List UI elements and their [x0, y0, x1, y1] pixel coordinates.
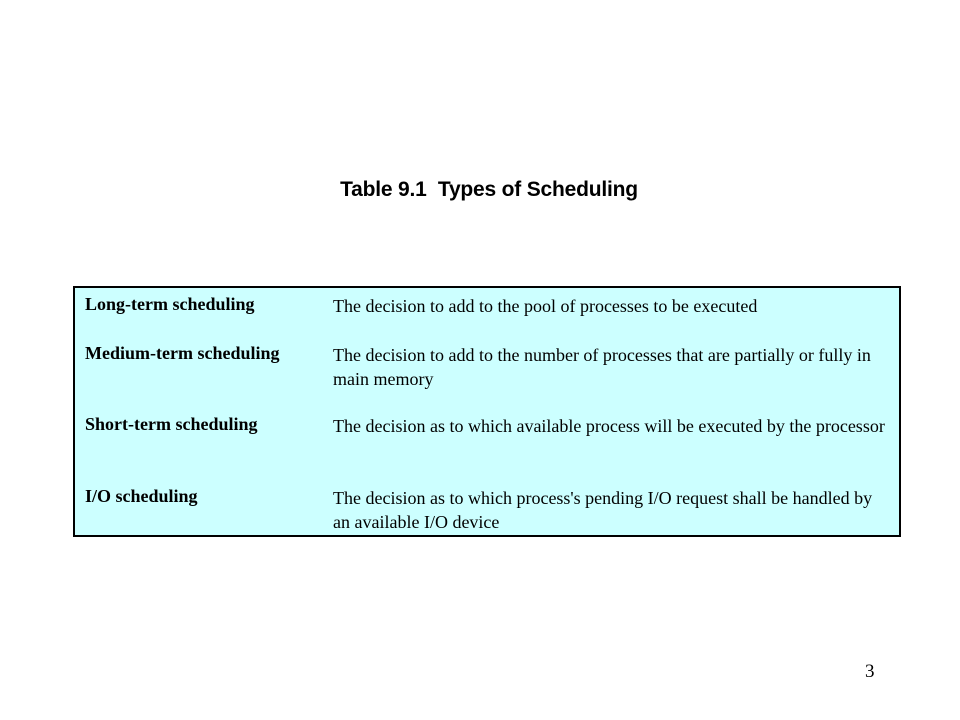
page-number: 3: [865, 661, 875, 682]
row-description-long-term: The decision to add to the pool of processes to be executed: [333, 296, 758, 316]
row-description-medium-term: The decision to add to the number of processes that are partially or fully in main memory: [333, 345, 871, 389]
row-term-io: I/O scheduling: [85, 486, 198, 506]
row-term-medium-term: Medium-term scheduling: [85, 343, 280, 363]
row-description-io: The decision as to which process's pending I/O request shall be handled by an available I/O device: [333, 488, 873, 532]
table-title: Table 9.1 Types of Scheduling: [340, 178, 638, 201]
row-description-short-term: The decision as to which available process will be executed by the processor: [333, 416, 885, 436]
row-term-short-term: Short-term scheduling: [85, 414, 258, 434]
scheduling-table: [73, 286, 901, 537]
row-term-long-term: Long-term scheduling: [85, 294, 255, 314]
